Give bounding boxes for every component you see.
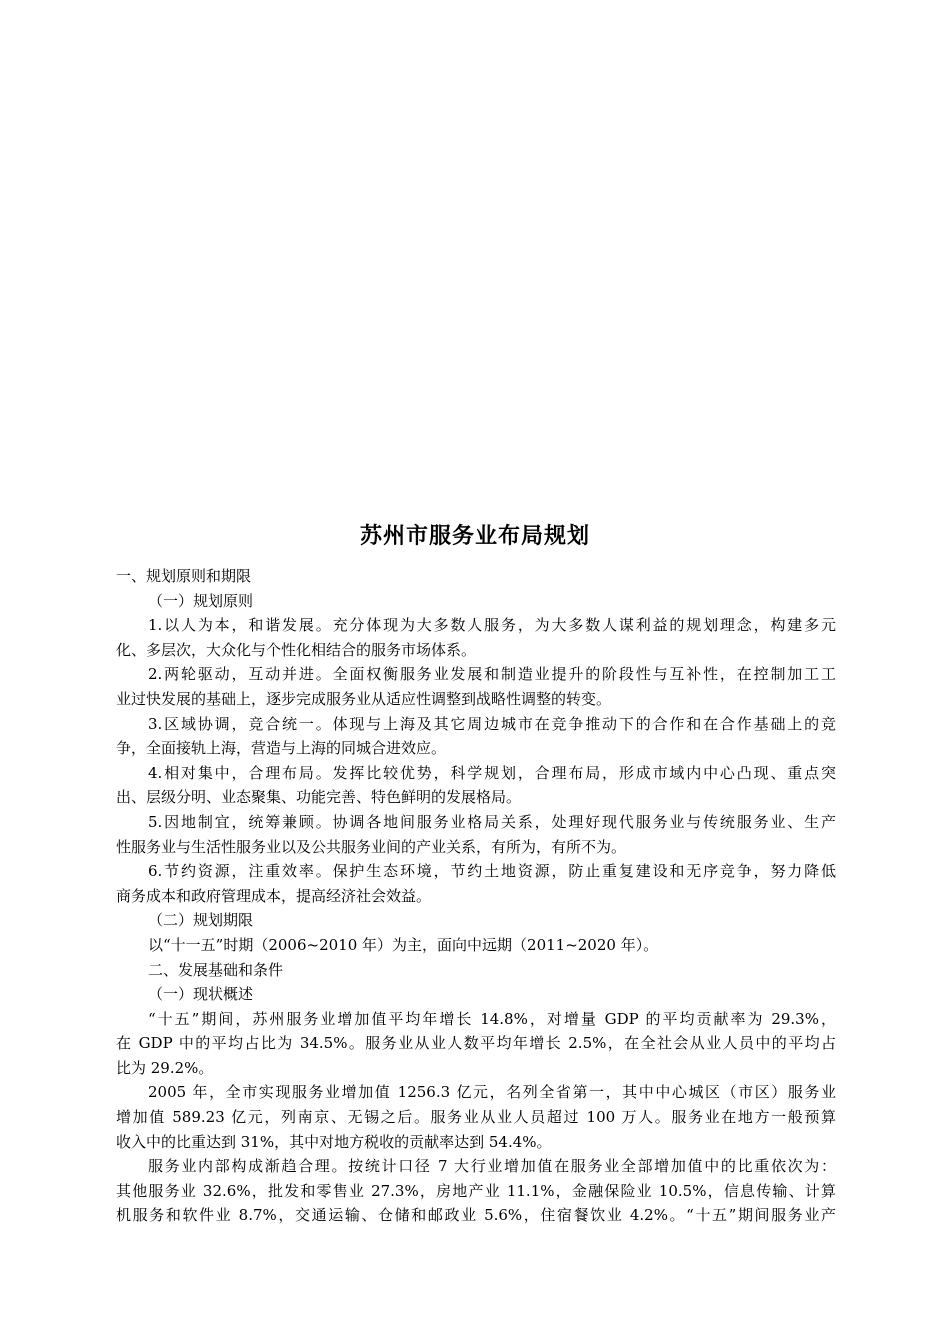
body-line: “十五”期间，苏州服务业增加值平均年增长 14.8%，对增量 GDP 的平均贡献率为 29.3%，	[148, 1009, 836, 1028]
document-title: 苏州市服务业布局规划	[359, 524, 590, 549]
body-line: 2005 年，全市实现服务业增加值 1256.3 亿元，名列全省第一，其中中心城区（市区）服务业	[148, 1083, 836, 1102]
body-line: 二、发展基础和条件	[148, 960, 284, 979]
body-line: （一）规划原则	[148, 591, 254, 610]
body-line: 出、层级分明、业态聚集、功能完善、特色鲜明的发展格局。	[116, 788, 522, 807]
body-line: 机服务和软件业 8.7%，交通运输、仓储和邮政业 5.6%，住宿餐饮业 4.2%。“十五”期间服务业产	[116, 1206, 836, 1225]
body-line: 商务成本和政府管理成本，提高经济社会效益。	[116, 886, 432, 905]
body-line: 争，全面接轨上海，营造与上海的同城合进效应。	[116, 739, 447, 758]
body-line: 5.因地制宜，统筹兼顾。协调各地间服务业格局关系，处理好现代服务业与传统服务业、生产	[148, 812, 836, 831]
body-line: 化、多层次，大众化与个性化相结合的服务市场体系。	[116, 640, 477, 659]
body-line: 业过快发展的基础上，逐步完成服务业从适应性调整到战略性调整的转变。	[116, 689, 612, 708]
body-line: （一）现状概述	[148, 985, 254, 1004]
body-line: 1.以人为本，和谐发展。充分体现为大多数人服务，为大多数人谋利益的规划理念，构建多元	[148, 616, 836, 635]
body-line: 4.相对集中，合理布局。发挥比较优势，科学规划，合理布局，形成市域内中心凸现、重点突	[148, 763, 836, 782]
body-line: 2.两轮驱动，互动并进。全面权衡服务业发展和制造业提升的阶段性与互补性，在控制加工工	[148, 665, 836, 684]
body-line: 增加值 589.23 亿元，列南京、无锡之后。服务业从业人员超过 100 万人。服务业在地方一般预算	[116, 1108, 836, 1127]
body-line: 3.区域协调，竞合统一。体现与上海及其它周边城市在竞争推动下的合作和在合作基础上的竞	[148, 714, 836, 733]
body-line: 收入中的比重达到 31%，其中对地方税收的贡献率达到 54.4%。	[116, 1132, 552, 1151]
body-line: 其他服务业 32.6%，批发和零售业 27.3%，房地产业 11.1%，金融保险业 10.5%，信息传输、计算	[116, 1181, 836, 1200]
body-line: 服务业内部构成渐趋合理。按统计口径 7 大行业增加值在服务业全部增加值中的比重依次为：	[148, 1157, 836, 1176]
body-line: 以“十一五”时期（2006~2010 年）为主，面向中远期（2011~2020 年）。	[148, 935, 659, 954]
body-line: 比为 29.2%。	[116, 1058, 214, 1077]
body-line: 在 GDP 中的平均占比为 34.5%。服务业从业人数平均年增长 2.5%，在全社会从业人员中的平均占	[116, 1034, 836, 1053]
body-line: 性服务业与生活性服务业以及公共服务业间的产业关系，有所为，有所不为。	[116, 837, 627, 856]
body-line: （二）规划期限	[148, 911, 254, 930]
document-body	[116, 564, 836, 1228]
body-line: 6.节约资源，注重效率。保护生态环境，节约土地资源，防止重复建设和无序竞争，努力降低	[148, 862, 836, 881]
body-line: 一、规划原则和期限	[116, 567, 252, 585]
